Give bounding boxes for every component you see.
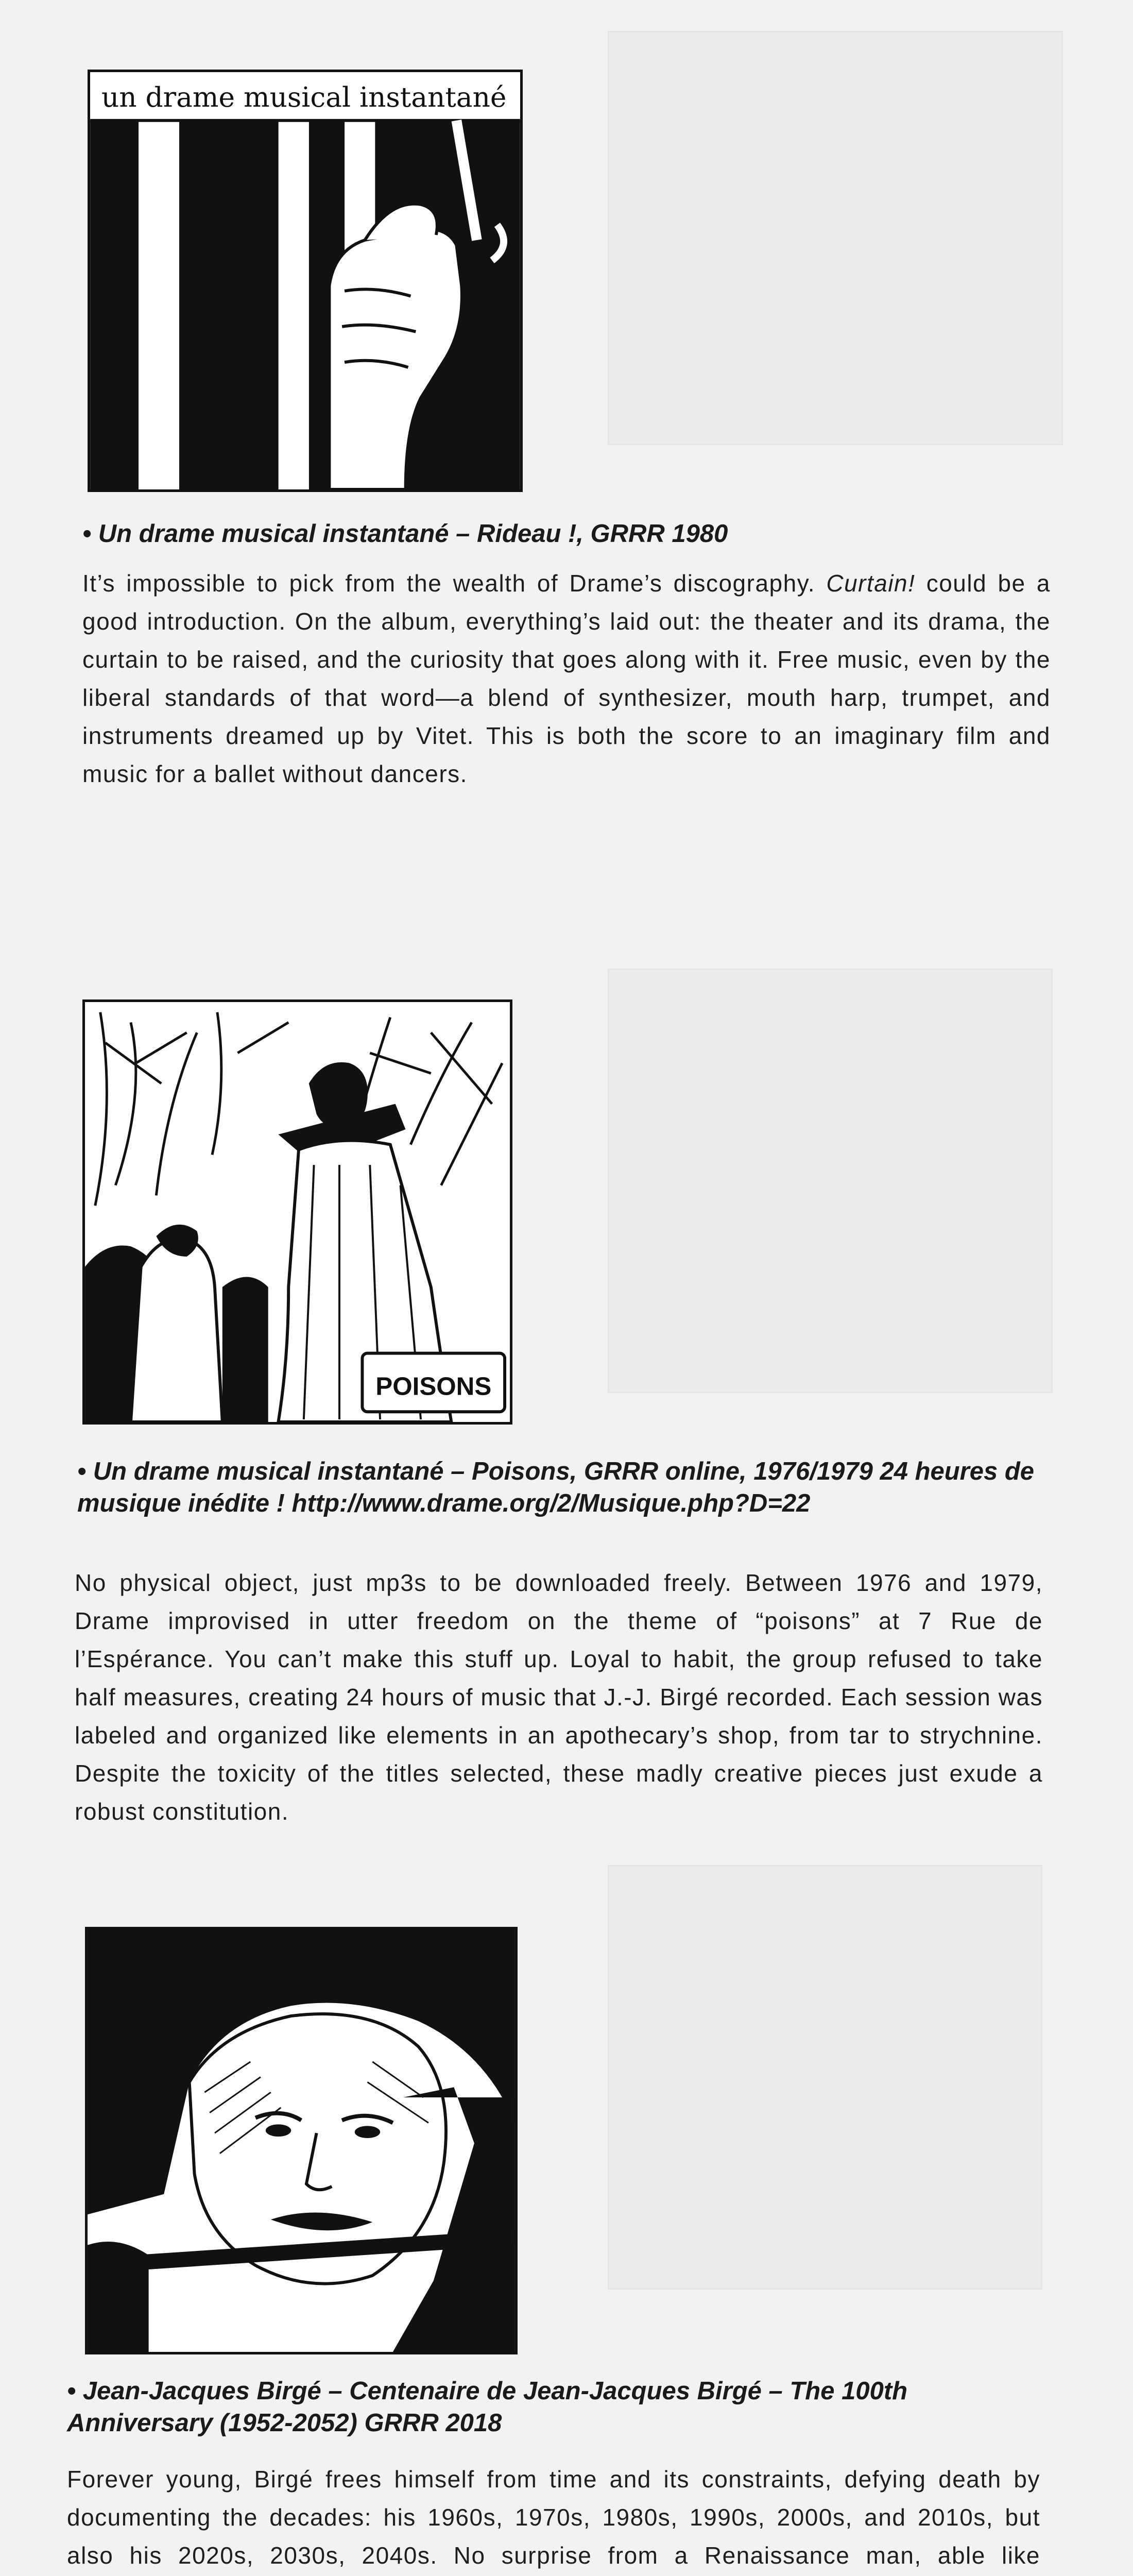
poisons-description: No physical object, just mp3s to be downloaded freely. Between 1976 and 1979, Drame improvised in utter freedom on the theme of “poisons” at 7 Rue de l’Espérance. You can’t make this stuff up. Loyal to habit, the group refused to take half measures, creating 24 hours of music that J.-J. Birgé recorded. Each session was labeled and organized like elements in an apothecary’s shop, from tar to strychnine. Despite the toxicity of the titles selected, these madly creative pieces just exude a robust constitution.	[75, 1569, 1043, 1825]
birge-portrait-illustration	[88, 1929, 515, 2352]
cover-title-text: un drame musical instantané	[101, 81, 507, 114]
rideau-description-rest: could be a good introduction. On the album, everything’s laid out: the theater and its drama, the curtain to be raised, and the curiosity that goes along with it. Free music, even by the liberal standards of that word—a blend of synthesizer, mouth harp, trumpet, and instruments dreamed up by Vitet. This is both the score to an imaginary film and music for a ballet without dancers.	[82, 570, 1051, 787]
centenaire-caption: • Jean-Jacques Birgé – Centenaire de Jean-Jacques Birgé – The 100th Anniversary (1952-2052) GRRR 2018	[67, 2377, 908, 2437]
rideau-caption: • Un drame musical instantané – Rideau !, GRRR 1980	[82, 520, 728, 548]
poisons-caption: • Un drame musical instantané – Poisons, GRRR online, 1976/1979 24 heures de musique inédite ! http://www.drame.org/2/Musique.php?D=22	[77, 1458, 1035, 1517]
centenaire-description: Forever young, Birgé frees himself from time and its constraints, defying death by documenting the decades: his 1960s, 1970s, 1980s, 1990s, 2000s, and 2010s, but also his 2020s, 2030s, 2040s. No surprise from a Renaissance man, able like	[67, 2466, 1040, 2569]
curtain-title-em: Curtain!	[826, 570, 916, 597]
poisons-label-text: POISONS	[375, 1372, 492, 1401]
centenaire-cover-image	[85, 1927, 518, 2354]
rideau-description-lead: It’s impossible to pick from the wealth of Drame’s discography.	[82, 570, 827, 597]
